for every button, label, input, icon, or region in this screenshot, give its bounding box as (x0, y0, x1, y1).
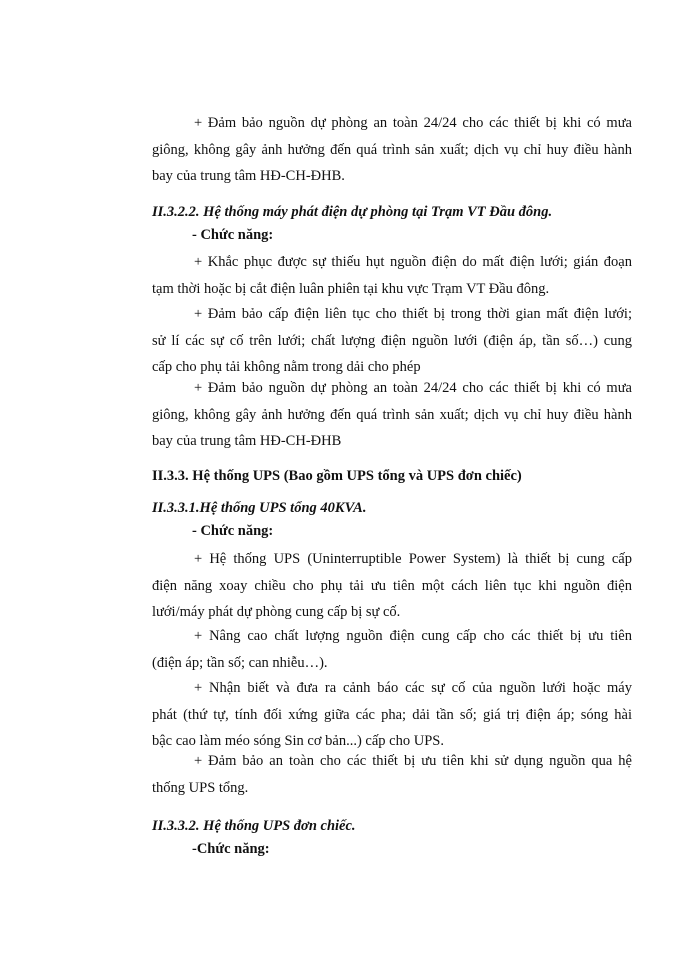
text-line: sử lí các sự cố trên lưới; chất lượng điện nguồn lưới (điện áp, tần số…) cung (152, 332, 632, 349)
text-line: + Đảm bảo nguồn dự phòng an toàn 24/24 cho các thiết bị khi có mưa (194, 380, 632, 396)
text-line: bay của trung tâm HĐ-CH-ĐHB (152, 433, 342, 449)
paragraph (152, 301, 632, 381)
paragraph (152, 748, 632, 801)
text-line: + Đảm bảo an toàn cho các thiết bị ưu tiên khi sử dụng nguồn qua hệ (194, 753, 632, 769)
text-line: điện năng xoay chiều cho phụ tải ưu tiên một cách liên tục khi nguồn điện (152, 577, 632, 594)
text-line: phát (thứ tự, tính đối xứng giữa các pha; dải tần số; giá trị điện áp; sóng hài (152, 706, 632, 723)
paragraph (152, 623, 632, 676)
text-line: (điện áp; tần số; can nhiễu…). (152, 654, 328, 671)
paragraph (152, 110, 632, 190)
paragraph (152, 675, 632, 755)
subsection-label: - Chức năng: (192, 227, 274, 243)
text-line: bay của trung tâm HĐ-CH-ĐHB. (152, 168, 345, 184)
paragraph (152, 375, 632, 455)
text-line: giông, không gây ảnh hưởng đến quá trình sản xuất; dịch vụ chỉ huy điều hành (152, 141, 632, 158)
text-line: + Hệ thống UPS (Uninterruptible Power System) là thiết bị cung cấp (194, 551, 632, 567)
text-line: + Nhận biết và đưa ra cảnh báo các sự cố của nguồn lưới hoặc máy (194, 680, 632, 696)
text-line: + Đảm bảo nguồn dự phòng an toàn 24/24 cho các thiết bị khi có mưa (194, 115, 632, 131)
section-title: II.3.3. Hệ thống UPS (Bao gồm UPS tổng và UPS đơn chiếc) (152, 468, 522, 484)
text-line: bậc cao làm méo sóng Sin cơ bản...) cấp cho UPS. (152, 733, 444, 749)
section-heading: II.3.3.2. Hệ thống UPS đơn chiếc. (152, 818, 356, 834)
paragraph (152, 546, 632, 626)
text-line: cấp cho phụ tải không nằm trong dải cho phép (152, 359, 421, 375)
text-line: + Nâng cao chất lượng nguồn điện cung cấp cho các thiết bị ưu tiên (194, 628, 632, 644)
text-line: giông, không gây ảnh hưởng đến quá trình sản xuất; dịch vụ chỉ huy điều hành (152, 406, 632, 423)
text-line: + Khắc phục được sự thiếu hụt nguồn điện do mất điện lưới; gián đoạn (194, 254, 632, 270)
text-line: thống UPS tổng. (152, 779, 249, 796)
text-line: tạm thời hoặc bị cắt điện luân phiên tại khu vực Trạm VT Đầu đông. (152, 280, 550, 297)
section-heading: II.3.2.2. Hệ thống máy phát điện dự phòng tại Trạm VT Đầu đông. (152, 204, 553, 220)
text-line: lưới/máy phát dự phòng cung cấp bị sự cố. (152, 604, 401, 620)
paragraph (152, 249, 632, 302)
subsection-label: - Chức năng: (192, 523, 274, 539)
text-line: + Đảm bảo cấp điện liên tục cho thiết bị trong thời gian mất điện lưới; (194, 306, 632, 322)
subsection-label: -Chức năng: (192, 841, 270, 857)
section-heading: II.3.3.1.Hệ thống UPS tổng 40KVA. (152, 500, 367, 516)
